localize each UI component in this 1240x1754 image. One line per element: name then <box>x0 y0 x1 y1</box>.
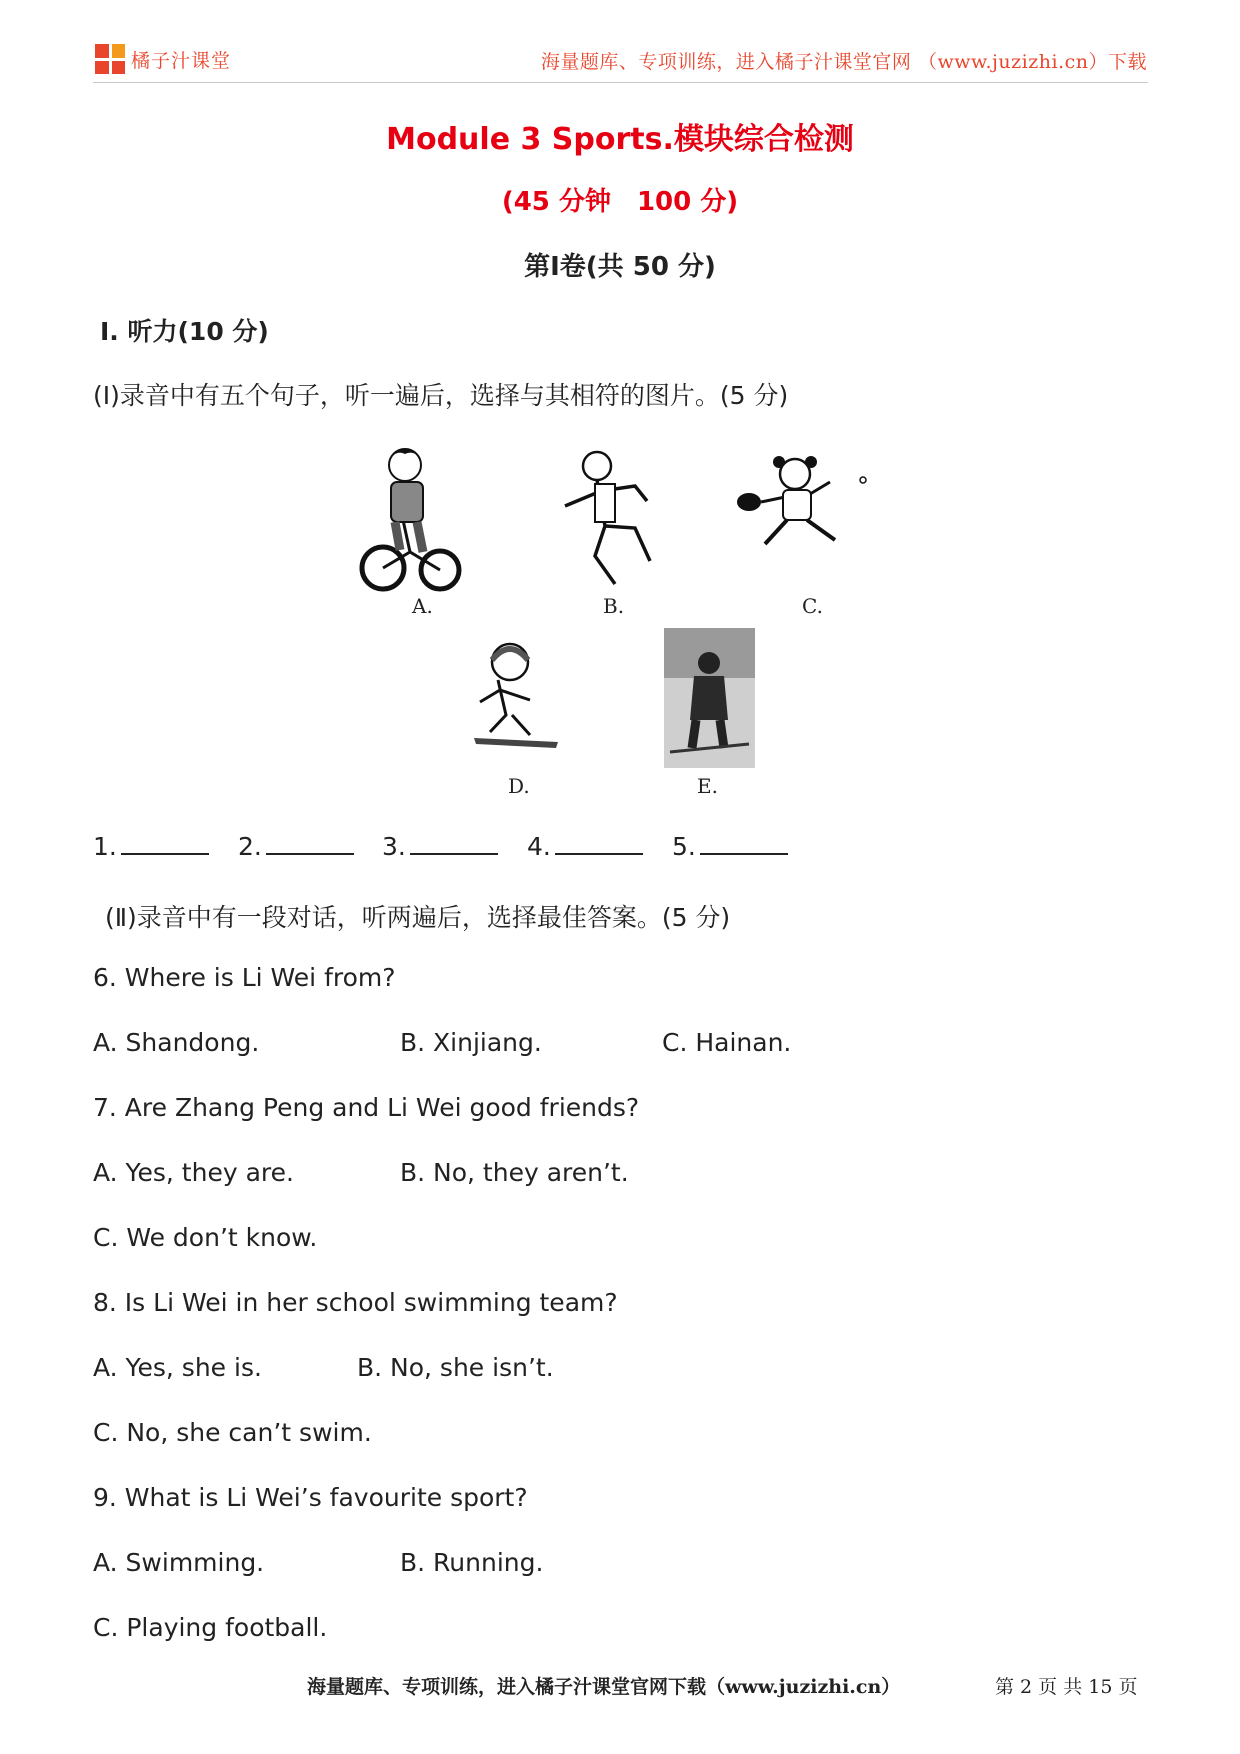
q7-option-c[interactable]: C. We don’t know. <box>93 1223 318 1252</box>
question-9: 9. What is Li Wei’s favourite sport? <box>93 1483 528 1512</box>
question-6: 6. Where is Li Wei from? <box>93 963 396 992</box>
q6-option-a[interactable]: A. Shandong. <box>93 1028 260 1057</box>
girl-skateboarding-icon <box>470 640 562 752</box>
man-running-icon <box>555 446 675 591</box>
logo-text: 橘子汁课堂 <box>131 49 232 72</box>
q6-option-c[interactable]: C. Hainan. <box>662 1028 792 1057</box>
site-logo[interactable] <box>95 44 231 74</box>
page-title: Module 3 Sports.模块综合检测 <box>386 122 854 157</box>
person-skiing-photo-icon <box>664 628 755 768</box>
header-promo-text: 海量题库、专项训练，进入橘子汁课堂官网 （www.juzizhi.cn）下载 <box>540 51 1147 73</box>
picture-label-c: C. <box>802 594 823 618</box>
q8-option-a[interactable]: A. Yes, she is. <box>93 1353 262 1382</box>
q9-option-c[interactable]: C. Playing football. <box>93 1613 328 1642</box>
picture-label-a: A. <box>412 594 433 618</box>
logo-mark-icon <box>95 44 125 74</box>
q8-option-b[interactable]: B. No, she isn’t. <box>357 1353 554 1382</box>
question-8: 8. Is Li Wei in her school swimming team? <box>93 1288 618 1317</box>
answer-blank-4[interactable]: 4. <box>527 832 643 861</box>
page-number: 第 2 页 共 15 页 <box>995 1676 1138 1698</box>
q6-option-b[interactable]: B. Xinjiang. <box>400 1028 542 1057</box>
q7-option-a[interactable]: A. Yes, they are. <box>93 1158 294 1187</box>
picture-label-e: E. <box>697 774 718 798</box>
exam-duration: (45 分钟 100 分) <box>501 187 739 217</box>
footer-text: 海量题库、专项训练，进入橘子汁课堂官网下载（www.juzizhi.cn） <box>307 1676 901 1698</box>
picture-label-b: B. <box>603 594 625 618</box>
answer-blank-5[interactable]: 5. <box>672 832 788 861</box>
picture-label-d: D. <box>508 774 530 798</box>
girl-playing-ping-pong-icon <box>735 452 875 557</box>
answer-blank-1[interactable]: 1. <box>93 832 209 861</box>
q7-option-b[interactable]: B. No, they aren’t. <box>400 1158 629 1187</box>
part1-instruction: (Ⅰ)录音中有五个句子，听一遍后，选择与其相符的图片。(5 分) <box>93 381 789 410</box>
answer-blank-3[interactable]: 3. <box>382 832 498 861</box>
header-divider <box>93 82 1148 83</box>
part2-instruction: (Ⅱ)录音中有一段对话，听两遍后，选择最佳答案。(5 分) <box>105 903 731 932</box>
boy-riding-bike-icon <box>355 440 465 595</box>
q9-option-b[interactable]: B. Running. <box>400 1548 544 1577</box>
question-7: 7. Are Zhang Peng and Li Wei good friends? <box>93 1093 640 1122</box>
section-heading-listening: Ⅰ. 听力(10 分) <box>100 317 269 346</box>
answer-blank-2[interactable]: 2. <box>238 832 354 861</box>
volume-heading: 第Ⅰ卷(共 50 分) <box>524 252 716 282</box>
q9-option-a[interactable]: A. Swimming. <box>93 1548 265 1577</box>
q8-option-c[interactable]: C. No, she can’t swim. <box>93 1418 372 1447</box>
